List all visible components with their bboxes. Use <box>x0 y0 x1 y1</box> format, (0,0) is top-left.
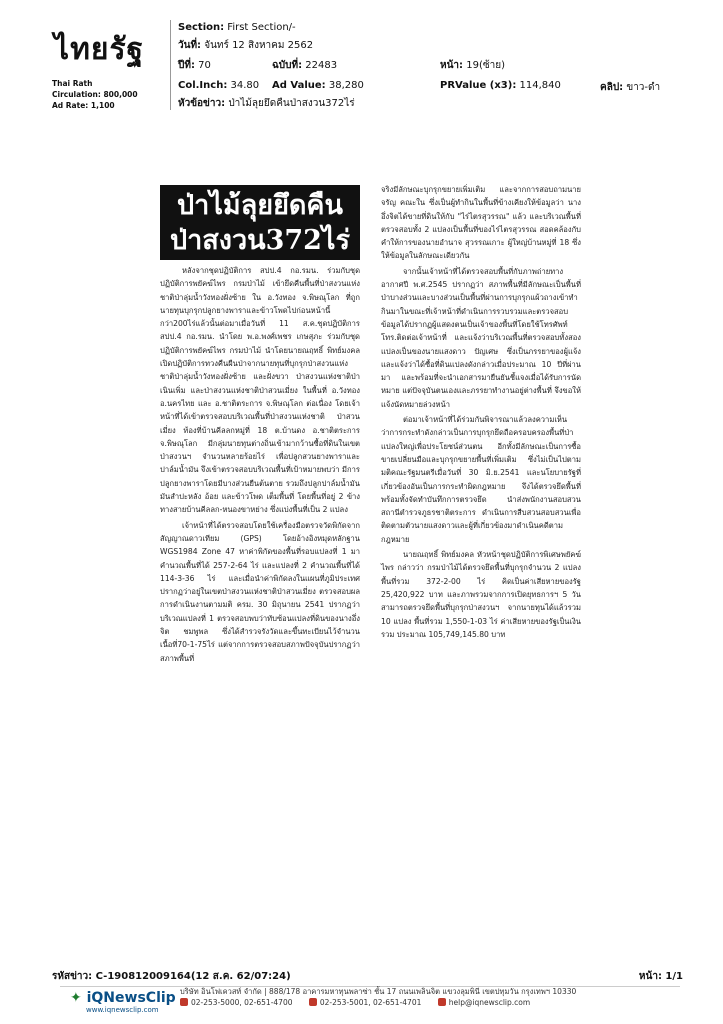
paragraph: นายณฤทธิ์ พิทย์มงคล หัวหน้าชุดปฏิบัติการพิเศษพยัคฆ์ไพร กล่าวว่า กรมป่าไม้ได้ตรวจยึดพื้นที่บุกรุกจำนวน 2 แปลง พื้นที่รวม 372-2-00 ไร่ คิดเป็นค่าเสียหายของรัฐ 25,420,922 บาท และภาพรวมจากการเปิดยุทธการฯ 5 วันสามารถตรวจยึดพื้นที่บุกรุกป่าสงวนฯ จากนายทุนได้แล้วรวม 10 แปลง พื้นที่รวม 1,550-1-03 ไร่ ค่าเสียหายของรัฐเป็นเงินรวม ประมาณ 105,749,145.80 บาท <box>381 550 581 639</box>
ad-rate: Ad Rate: 1,100 <box>52 101 115 110</box>
logo-url[interactable]: www.iqnewsclip.com <box>86 1006 159 1014</box>
paragraph: หลังจากชุดปฏิบัติการ สปป.4 กอ.รมน. ร่วมกับชุดปฏิบัติการพยัคฆ์ไพร กรมป่าไม้ เข้ายึดคืนพื้นที่ป่าสงวนแห่งชาติป่าลุ่มน้ำวังทองฝั่งซ้าย ใน อ.วังทอง จ.พิษณุโลก ที่ถูกนายทุนบุกรุกปลูกยางพาราและข้าวโพดไปก่อนหน้านี้กว่า200ไร่แล้วนั้นต่อมาเมื่อวันที่ 11 ส.ค.ชุดปฏิบัติการ สปป.4 กอ.รมน. นำโดย พ.อ.พงศ์เพชร เกษสุภะ ร่วมกับชุดปฏิบัติการพยัคฆ์ไพร กรมป่าไม้ นำโดยนายณฤทธิ์ พิทย์มงคล เปิดปฏิบัติการทวงคืนผืนป่าจากนายทุนที่บุกรุกป่าสงวนแห่งชาติป่าลุ่มน้ำวังทองฝั่งซ้าย และฝั่งขวา ป่าสงวนแห่งชาติป่าเนินเพิ่ม และป่าสงวนแห่งชาติป่าสวนเมี่ยง ในพื้นที่ อ.วังทอง อ.นครไทย และ อ.ชาติตระการ จ.พิษณุโลก ต่อเนื่อง โดยเจ้าหน้าที่ได้เข้าตรวจสอบบริเวณพื้นที่ป่าสงวนแห่งชาติ ป่าสวนเมี่ยง ท้องที่บ้านคีลลกหมู่ที่ 18 ต.บ้านดง อ.ชาติตระการ จ.พิษณุโลก มีกลุ่มนายทุนต่างถิ่นเข้ามากว้านซื้อที่ดินในเขตป่าสงวนฯ จำนวนหลายร้อยไร่ เพื่อปลูกสวนยางพาราและปาล์มน้ำมัน จึงเข้าตรวจสอบบริเวณพื้นที่เป้าหมายพบว่า มีการปลูกยางพาราโดยมีบางส่วนยืนต้นตาย รวมถึงปลูกปาล์มน้ำมัน มันสำปะหลัง อ้อย และข้าวโพด เต็มพื้นที่ โดยพื้นที่อยู่ 2 ข้างทางสายบ้านคีลลก-หนองขาหย่าง ซึ่งแบ่งพื้นที่เป็น 2 แปลง <box>160 266 360 515</box>
colinch-row: Col.Inch: 34.80 <box>178 80 260 91</box>
logo-icon: ✦ <box>70 990 82 1006</box>
publication-logo: ไทยรัฐ <box>54 32 145 67</box>
date-row: วันที่: จันทร์ 12 สิงหาคม 2562 <box>178 40 314 51</box>
prvalue-row: PRValue (x3): 114,840 <box>440 80 561 91</box>
paragraph: ต่อมาเจ้าหน้าที่ได้ร่วมกันพิจารณาแล้วลงความเห็นว่าการกระทำดังกล่าวเป็นการบุกรุกยึดถือครอบครองพื้นที่ป่าแปลงใหญ่เพื่อประโยชน์ส่วนตน อีกทั้งมีลักษณะเป็นการซื้อขายเปลี่ยนมือและบุกรุกขยายพื้นที่เพิ่มเติม ซึ่งไม่เป็นไปตามมติคณะรัฐมนตรีเมื่อวันที่ 30 มิ.ย.2541 และนโยบายรัฐที่เกี่ยวข้องอันเป็นการกระทำผิดกฎหมาย จึงได้ตรวจยึดพื้นที่พร้อมทั้งจัดทำบันทึกการตรวจยึด นำส่งพนักงานสอบสวนสถานีตำรวจภูธรชาติตระการ ดำเนินการสืบสวนสอบสวนเพื่อติดตามตัวนายแสงดาวและผู้ที่เกี่ยวข้องมาดำเนินคดีตามกฎหมาย <box>381 415 581 544</box>
article-column-2 <box>381 183 581 643</box>
email-icon <box>438 998 446 1006</box>
news-code: รหัสข่าว: C-190812009164(12 ส.ค. 62/07:24) <box>52 971 291 982</box>
company-fax: 02-253-5001, 02-651-4701 <box>319 998 422 1007</box>
article-column-1 <box>160 264 360 667</box>
issue-row: ฉบับที่: 22483 <box>272 60 338 71</box>
advalue-row: Ad Value: 38,280 <box>272 80 364 91</box>
page-row: หน้า: 19(ซ้าย) <box>440 60 506 71</box>
headline-value: ป่าไม้ลุยยึดคืนป่าสงวน372ไร่ <box>228 98 355 109</box>
year-row: ปีที่: 70 <box>178 60 211 71</box>
company-info <box>180 986 576 1008</box>
page-value: 19(ซ้าย) <box>466 60 506 71</box>
headline-line-2: ป่าสงวน372ไร่ <box>169 224 351 256</box>
publication-info <box>52 78 138 111</box>
iqnewsclip-logo[interactable]: ✦ iQNewsClip <box>70 990 176 1006</box>
prvalue-value: 114,840 <box>519 80 561 91</box>
company-address: บริษัท อินโฟเควสท์ จำกัด | 888/178 อาคารมหาทุนพลาซ่า ชั้น 17 ถนนเพลินจิต แขวงลุมพินี เขตปทุมวัน กรุงเทพฯ 10330 <box>180 987 577 996</box>
headline-line-1: ป่าไม้ลุยยึดคืน <box>177 189 343 221</box>
date-value: จันทร์ 12 สิงหาคม 2562 <box>204 40 314 51</box>
paragraph: จากนั้นเจ้าหน้าที่ได้ตรวจสอบพื้นที่กับภาพถ่ายทางอากาศปี พ.ศ.2545 ปรากฏว่า สภาพพื้นที่มีลักษณะเป็นพื้นที่ป่าบางส่วนและบางส่วนเป็นพื้นที่ผ่านการบุกรุกแผ้วถางเข้าทำกินมาในขณะที่เจ้าหน้าที่ดำเนินการรวบรวมและตรวจสอบข้อมูลได้ปรากฏผู้แสดงตนเป็นเจ้าของพื้นที่โดยใช้โทรศัพท์โทร.ติดต่อเจ้าหน้าที่ และแจ้งว่าบริเวณพื้นที่ตรวจสอบทั้งสองแปลงเป็นของนายแสงดาว ปัญเศษ ซึ่งเป็นภรรยาของผู้แจ้ง และแจ้งว่าได้ซื้อที่ดินแปลงดังกล่าวเมื่อประมาณ 10 ปีที่ผ่านมา และพร้อมที่จะนำเอกสารมายืนยันชี้แจงเมื่อได้รับการนัดหมาย แต่ปัจจุบันตนเองและภรรยาทำงานอยู่ต่างพื้นที่ จึงขอให้แจ้งนัดหมายล่วงหน้า <box>381 266 581 409</box>
colinch-value: 34.80 <box>230 80 260 91</box>
article-headline <box>160 185 360 260</box>
section-value: First Section/- <box>227 22 296 33</box>
paragraph: เจ้าหน้าที่ได้ตรวจสอบโดยใช้เครื่องมือตรวจวัดพิกัดจากสัญญาณดาวเทียม (GPS) โดยอ้างอิงหมุดหลักฐาน WGS1984 Zone 47 หาค่าพิกัดของพื้นที่รอบแปลงที่ 1 มาคำนวณพื้นที่ได้ 257-2-64 ไร่ และแปลงที่ 2 คำนวณพื้นที่ได้ 114-3-36 ไร่ และเมื่อนำค่าพิกัดลงในแผนที่ภูมิประเทศปรากฏว่าอยู่ในเขตป่าสงวนแห่งชาติป่าสวนเมี่ยง ตรวจสอบผลการดำเนินงานตามมติ ครม. 30 มิถุนายน 2541 ปรากฏว่า บริเวณแปลงที่ 1 ตรวจสอบพบว่าทับซ้อนแปลงที่ดินของนางอึ่งจิต ชมพูพล ซึ่งได้สำรวจรังวัดและขึ้นทะเบียนไว้จำนวนเนื้อที่70-1-75ไร่ แต่จากการตรวจสอบสภาพปัจจุบันปรากฏว่า สภาพพื้นที่ <box>160 520 360 663</box>
year-value: 70 <box>198 60 211 71</box>
phone-icon <box>180 998 188 1006</box>
circulation: Circulation: 800,000 <box>52 90 138 99</box>
publication-name: Thai Rath <box>52 79 93 88</box>
headline-row: หัวข้อข่าว: ป่าไม้ลุยยึดคืนป่าสงวน372ไร่ <box>178 98 355 109</box>
advalue-value: 38,280 <box>328 80 364 91</box>
issue-value: 22483 <box>305 60 338 71</box>
header-divider <box>170 20 171 110</box>
paragraph: จริงมีลักษณะบุกรุกขยายเพิ่มเติม และจากการสอบถามนายจรัญ คณะใน ซึ่งเป็นผู้ทำกินในพื้นที่ข้างเคียงให้ข้อมูลว่า นางอึ่งจิตได้ขายที่ดินให้กับ "ไร่ไตรสุวรรณ" แล้ว และบริเวณพื้นที่ตรวจสอบทั้ง 2 แปลงเป็นพื้นที่ของไร่ไตรสุวรรณ สอดคล้องกับคำให้การของนายอำนาจ สุวรรณเกาะ ผู้ใหญ่บ้านหมู่ที่ 18 ซึ่งให้ข้อมูลในลักษณะเดียวกัน <box>381 185 581 261</box>
company-phone: 02-253-5000, 02-651-4700 <box>191 998 293 1007</box>
fax-icon <box>309 998 317 1006</box>
clip-value: ขาว-ดำ <box>626 82 661 93</box>
clip-row: คลิป: ขาว-ดำ <box>600 82 661 93</box>
footer-page-number: หน้า: 1/1 <box>638 971 683 982</box>
section-row: Section: First Section/- <box>178 22 296 33</box>
company-email[interactable]: help@iqnewsclip.com <box>448 998 531 1007</box>
